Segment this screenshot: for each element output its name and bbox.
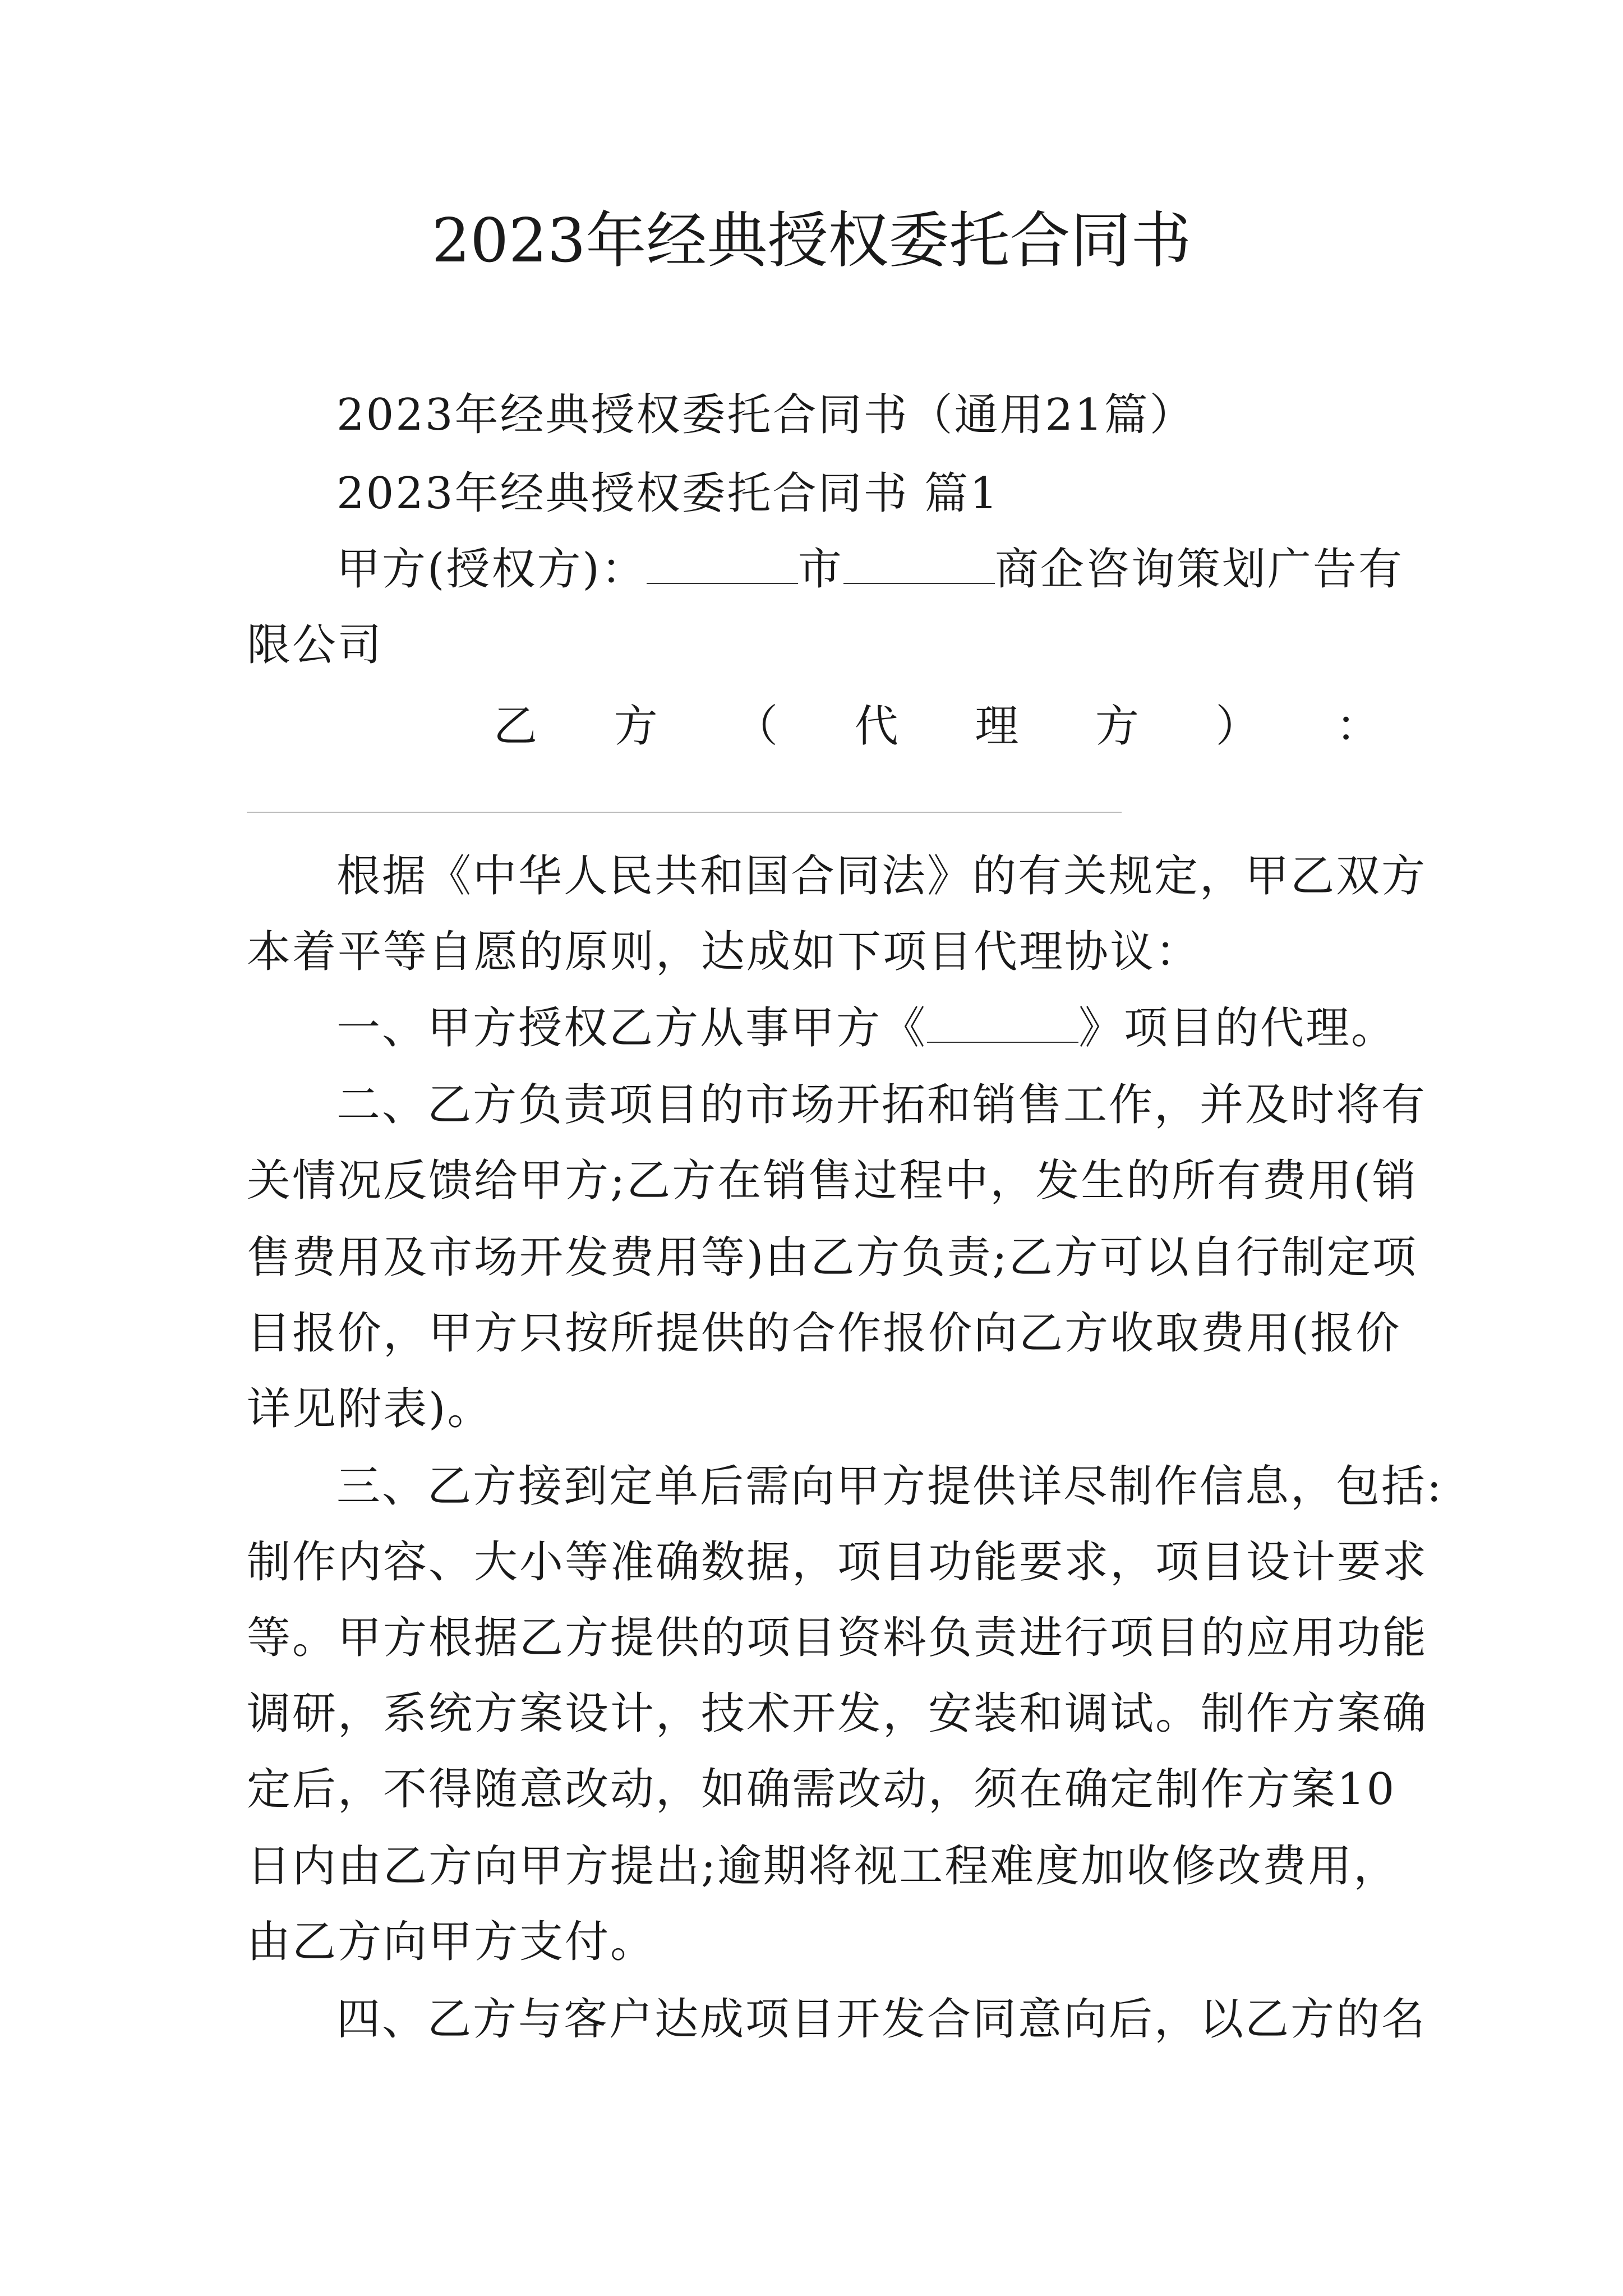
city-suffix: 市 (797, 544, 843, 595)
document-title: 2023年经典授权委托合同书 (431, 206, 1192, 276)
body-line: 定后，不得随意改动，如确需改动，须在确定制作方案10 (247, 1764, 1396, 1815)
city-blank (647, 549, 798, 584)
company-suffix: 商企咨询策划广告有 (994, 544, 1404, 595)
company-blank (843, 549, 995, 584)
body-line: 详见附表)。 (247, 1384, 493, 1434)
party-a-label: 甲方(授权方)： (336, 544, 647, 595)
party-b-underline (247, 812, 1122, 813)
party-a-line (247, 541, 1404, 597)
body-line: 本着平等自愿的原则，达成如下项目代理协议： (247, 927, 1201, 977)
body-line: 调研，系统方案设计，技术开发，安装和调试。制作方案确 (247, 1688, 1428, 1739)
party-b-char: 方 (614, 701, 658, 752)
party-b-char: 方 (1095, 701, 1139, 752)
body-line: 三、乙方接到定单后需向甲方提供详尽制作信息，包括: (336, 1461, 1444, 1512)
body-line: 售费用及市场开发费用等)由乙方负责;乙方可以自行制定项 (247, 1232, 1418, 1283)
body-line: 目报价，甲方只按所提供的合作报价向乙方收取费用(报价 (247, 1308, 1401, 1359)
party-b-line (494, 698, 1380, 754)
body-line: 等。甲方根据乙方提供的项目资料负责进行项目的应用功能 (247, 1613, 1428, 1663)
subtitle: 2023年经典授权委托合同书（通用21篇） (336, 390, 1195, 440)
party-b-char: 代 (854, 701, 898, 752)
party-b-char: 乙 (494, 701, 538, 752)
clause-1-end: 》项目的代理。 (1078, 1003, 1397, 1053)
party-b-char: 理 (975, 701, 1019, 752)
body-line: 关情况反馈给甲方;乙方在销售过程中，发生的所有费用(销 (247, 1156, 1418, 1206)
party-b-char: ： (1335, 701, 1380, 752)
body-line: 制作内容、大小等准确数据，项目功能要求，项目设计要求 (247, 1537, 1428, 1588)
body-line: 根据《中华人民共和国合同法》的有关规定，甲乙双方 (336, 851, 1427, 901)
project-blank (927, 1008, 1078, 1043)
clause-1-line (247, 1000, 1397, 1056)
body-line: 二、乙方负责项目的市场开拓和销售工作，并及时将有 (336, 1080, 1427, 1130)
body-line: 由乙方向甲方支付。 (247, 1917, 656, 1967)
body-line: 四、乙方与客户达成项目开发合同意向后，以乙方的名 (336, 1994, 1427, 2045)
clause-1-start: 一、甲方授权乙方从事甲方《 (336, 1003, 928, 1053)
body-line: 日内由乙方向甲方提出;逾期将视工程难度加收修改费用， (247, 1841, 1399, 1892)
party-b-char: （ (734, 701, 778, 752)
party-a-company-cont: 限公司 (247, 620, 384, 670)
section-heading: 2023年经典授权委托合同书 篇1 (336, 468, 999, 519)
party-b-char: ） (1215, 701, 1260, 752)
